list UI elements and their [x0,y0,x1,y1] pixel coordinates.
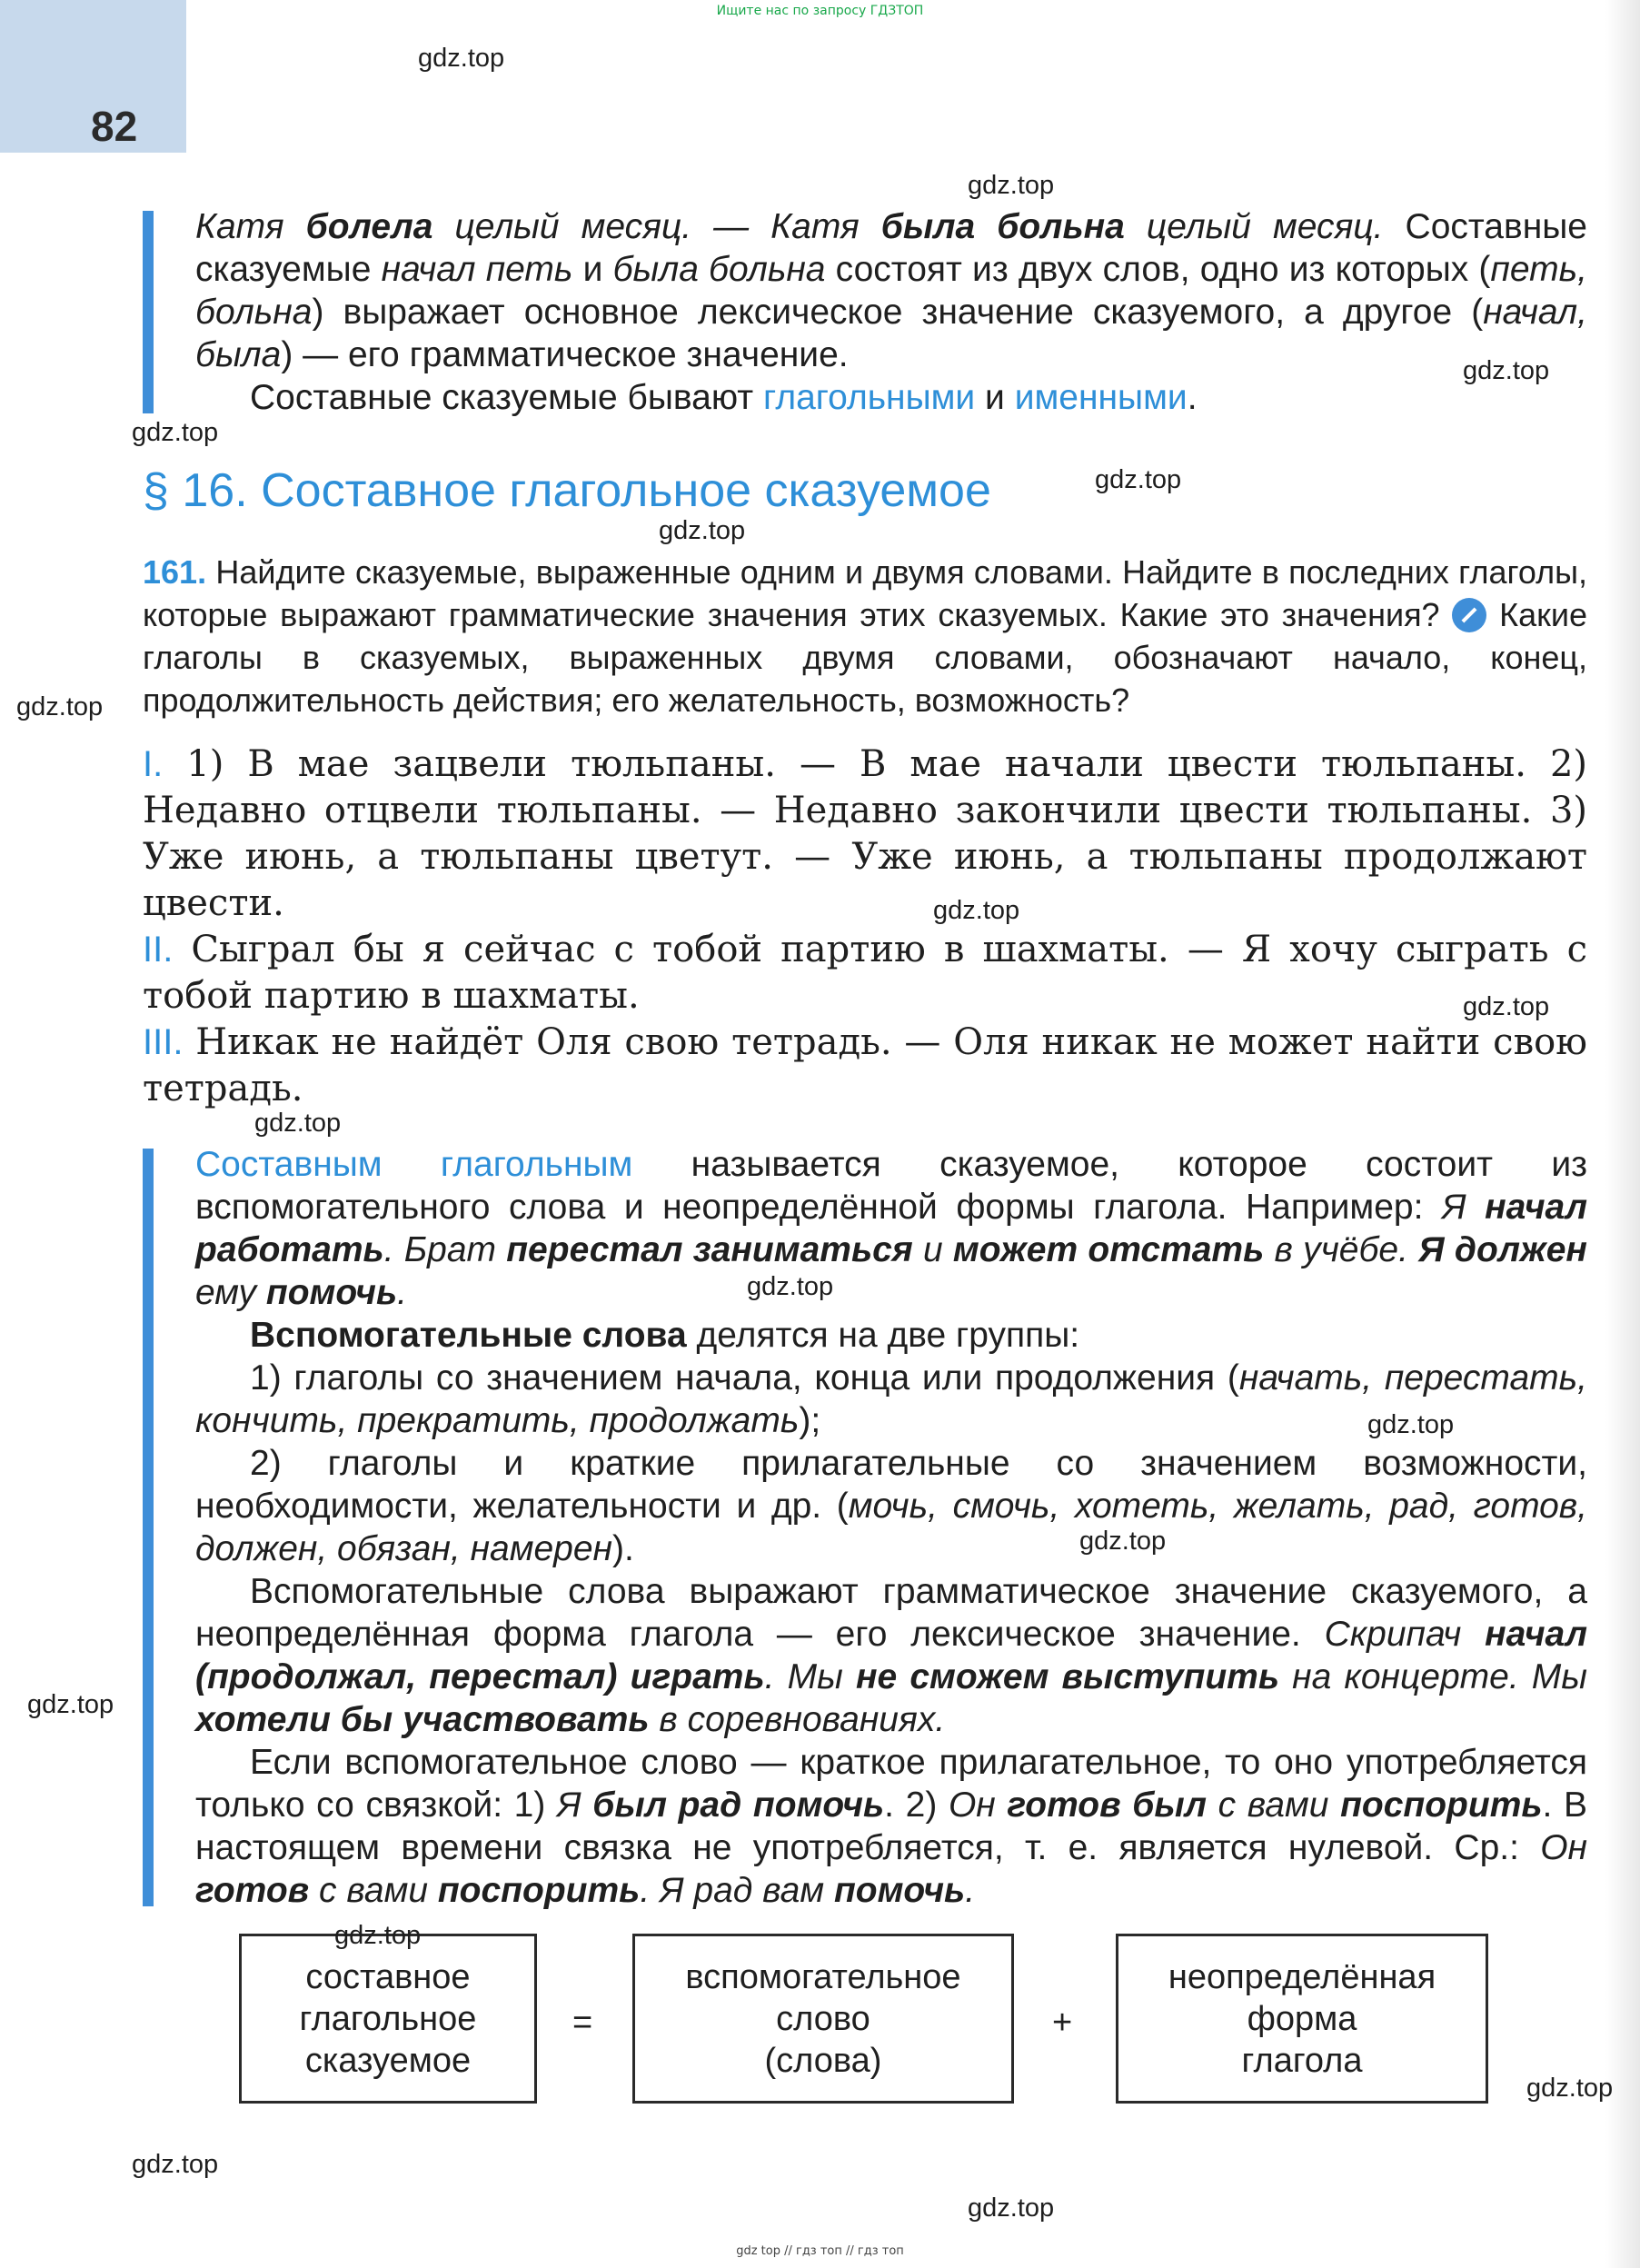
watermark: gdz.top [27,1690,114,1719]
formula-box-predicate: составное глагольное сказуемое [239,1934,537,2104]
exercise-examples: I. 1) В мае зацвели тюльпаны. — В мае начали цвести тюльпаны. 2) Недавно отцвели тюльпаны. — Недавно закончили цвести тюльпаны. 3) Уже июнь, а тюльпаны цветут. — Уже июнь, а тюльпаны продолжают цвести. II. Сыграл бы я сейчас с тобой партию в шахматы. — Я хочу сыграть с тобой партию в шахматы. III. Никак не найдёт Оля свою тетрадь. — Оля никак не может найти свою тетрадь. [143,743,1587,1109]
watermark: gdz.top [16,692,104,721]
definition-rule-block [143,1143,1587,1912]
watermark: gdz.top [933,896,1020,925]
section-title: § 16. Составное глагольное сказуемое [143,464,991,517]
top-note: Ищите нас по запросу ГДЗТОП [716,4,924,18]
watermark: gdz.top [1367,1410,1455,1439]
watermark: gdz.top [254,1109,342,1138]
watermark: gdz.top [1079,1527,1167,1556]
watermark: gdz.top [1095,465,1182,494]
formula-equals: = [572,2004,593,2042]
exercise-161: 161. Найдите сказуемые, выраженные одним и двумя словами. Найдите в последних глаголы, которые выражают грамматические значения этих сказуемых. Какие это значения? Какие глаголы в сказуемых, выраженных двумя словами, обозначают начало, конец, продолжительность действия; его желательность, возможность? [143,553,1588,719]
watermark: gdz.top [132,418,219,447]
formula-plus: + [1052,2004,1073,2042]
pencil-icon [1452,598,1486,632]
rule-bar [143,1149,154,1906]
page-number: 82 [91,103,138,150]
watermark: gdz.top [1526,2074,1614,2103]
watermark: gdz.top [418,44,505,73]
formula-box-infinitive: неопределённая форма глагола [1116,1934,1488,2104]
watermark: gdz.top [659,516,746,545]
watermark: gdz.top [1463,992,1550,1021]
bottom-note: gdz top // гдз топ // гдз топ [736,2244,904,2258]
intro-text: Катя болела целый месяц. — Катя была больна целый месяц. Составные сказуемые начал петь и была больна состоят из двух слов, одно из которых (петь, больна) выражает основное лексическое значение сказуемого, а другое (начал, была) — его грамматическое значение. Составные сказуемые бывают глагольными и именными. [195,207,1587,417]
formula-box-auxiliary: вспомогательное слово (слова) [632,1934,1014,2104]
exercise-number: 161. [143,553,207,591]
watermark: gdz.top [1463,356,1550,385]
watermark: gdz.top [968,171,1055,200]
definition-text: Составным глагольным называется сказуемое, которое состоит из вспомогательного слова и неопределённой формы глагола. Например: Я начал работать. Брат перестал заниматься и может отстать в учёбе. Я должен ему помочь. Вспомогательные слова делятся на две группы: 1) глаголы со значением начала, конца или продолжения (начать, перестать, кончить, прекратить, продолжать); 2) глаголы и краткие прилагательные со значением возможности, необходимости, желательности и др. (мочь, смочь, хотеть, желать, рад, готов, должен, обязан, намерен). Вспомогательные слова выражают грамматическое значение сказуемого, а неопределённая форма глагола — его лексическое значение. Скрипач начал (продолжал, перестал) играть. Мы не сможем выступить на концерте. Мы хотели бы участвовать в соревнованиях. Если вспомогательное слово — краткое прилагательное, то оно употребляется только со связкой: 1) Я был рад помочь. 2) Он готов был с вами поспорить. В настоящем времени связка не употребляется, т. е. является нулевой. Ср.: Он готов с вами поспорить. Я рад вам помочь. [195,1145,1588,1910]
watermark: gdz.top [132,2150,219,2179]
page-edge-shade [1605,0,1640,2268]
rule-bar [143,211,154,413]
intro-rule-block [143,205,1587,419]
watermark: gdz.top [334,1921,422,1950]
watermark: gdz.top [747,1272,834,1301]
watermark: gdz.top [968,2193,1055,2223]
